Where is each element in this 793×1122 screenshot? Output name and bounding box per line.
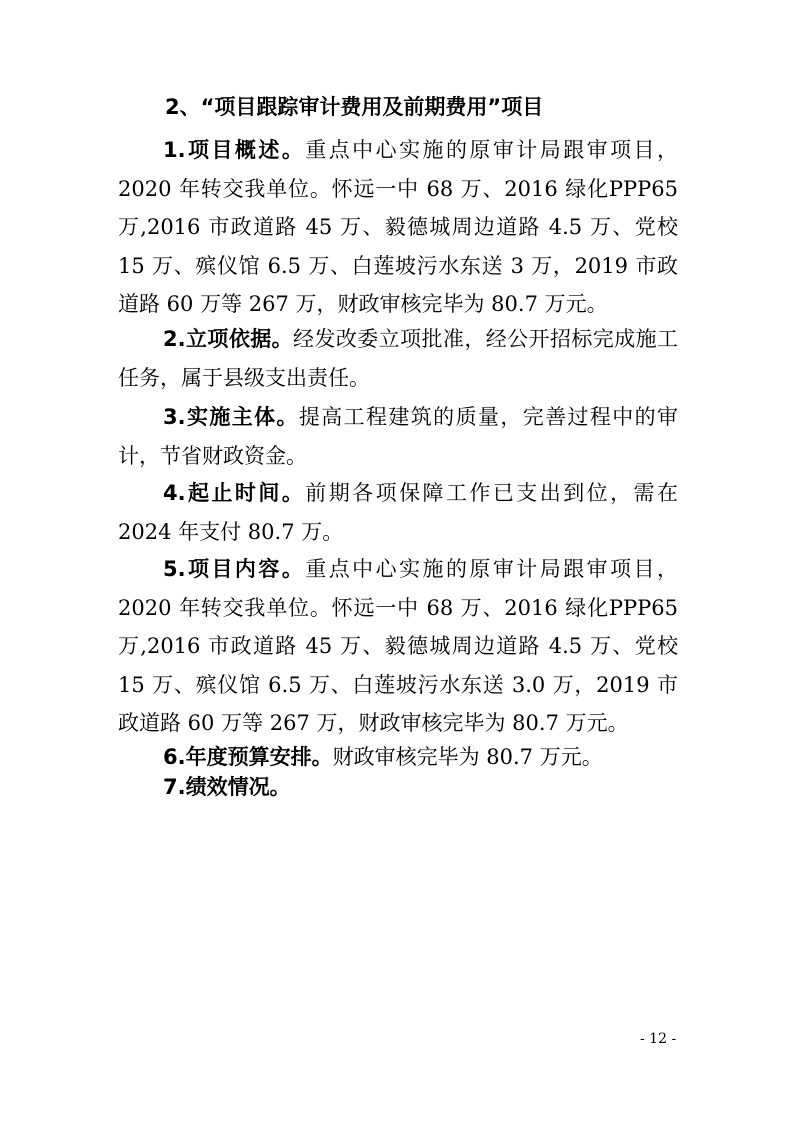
paragraph-lead: 1.项目概述。 <box>163 138 306 162</box>
paragraph-lead: 4.起止时间。 <box>163 481 306 505</box>
page-number: - 12 - <box>640 1031 677 1047</box>
paragraph-project-basis <box>118 320 678 397</box>
paragraph-implementing-entity <box>118 398 678 475</box>
paragraph-text: 前期各项保障工作已支出到位，需在 2024 年支付 80.7 万。 <box>118 481 678 544</box>
paragraph-lead: 7.绩效情况。 <box>163 775 291 799</box>
paragraph-text: 重点中心实施的原审计局跟审项目，2020 年转交我单位。怀远一中 68 万、2016 绿化PPP65 万,2016 市政道路 45 万、毅德城周边道路 4.5 万、党校 15 万、殡仪馆 6.5 万、白莲坡污水东送 3 万，2019 市政道路 60 万等 267 万，财政审核完毕为 80.7 万元。 <box>118 138 678 316</box>
paragraph-text: 财政审核完毕为 80.7 万元。 <box>332 745 603 769</box>
paragraph-text: 提高工程建筑的质量，完善过程中的审计，节省财政资金。 <box>118 405 679 468</box>
paragraph-time-period <box>118 474 678 551</box>
paragraph-performance <box>118 768 678 807</box>
paragraph-lead: 5.项目内容。 <box>163 557 306 581</box>
paragraph-project-overview <box>118 131 678 324</box>
paragraph-project-content <box>118 550 678 743</box>
paragraph-text: 重点中心实施的原审计局跟审项目，2020 年转交我单位。怀远一中 68 万、2016 绿化PPP65 万,2016 市政道路 45 万、毅德城周边道路 4.5 万、党校 15 万、殡仪馆 6.5 万、白莲坡污水东送 3.0 万，2019 市政道路 60 万等 267 万，财政审核完毕为 80.7 万元。 <box>118 557 678 735</box>
section-heading: 2、“项目跟踪审计费用及前期费用”项目 <box>165 95 544 119</box>
paragraph-lead: 6.年度预算安排。 <box>163 745 333 769</box>
paragraph-lead: 3.实施主体。 <box>163 405 299 429</box>
paragraph-text: 经发改委立项批准，经公开招标完成施工任务，属于县级支出责任。 <box>118 327 678 390</box>
paragraph-lead: 2.立项依据。 <box>163 327 294 351</box>
